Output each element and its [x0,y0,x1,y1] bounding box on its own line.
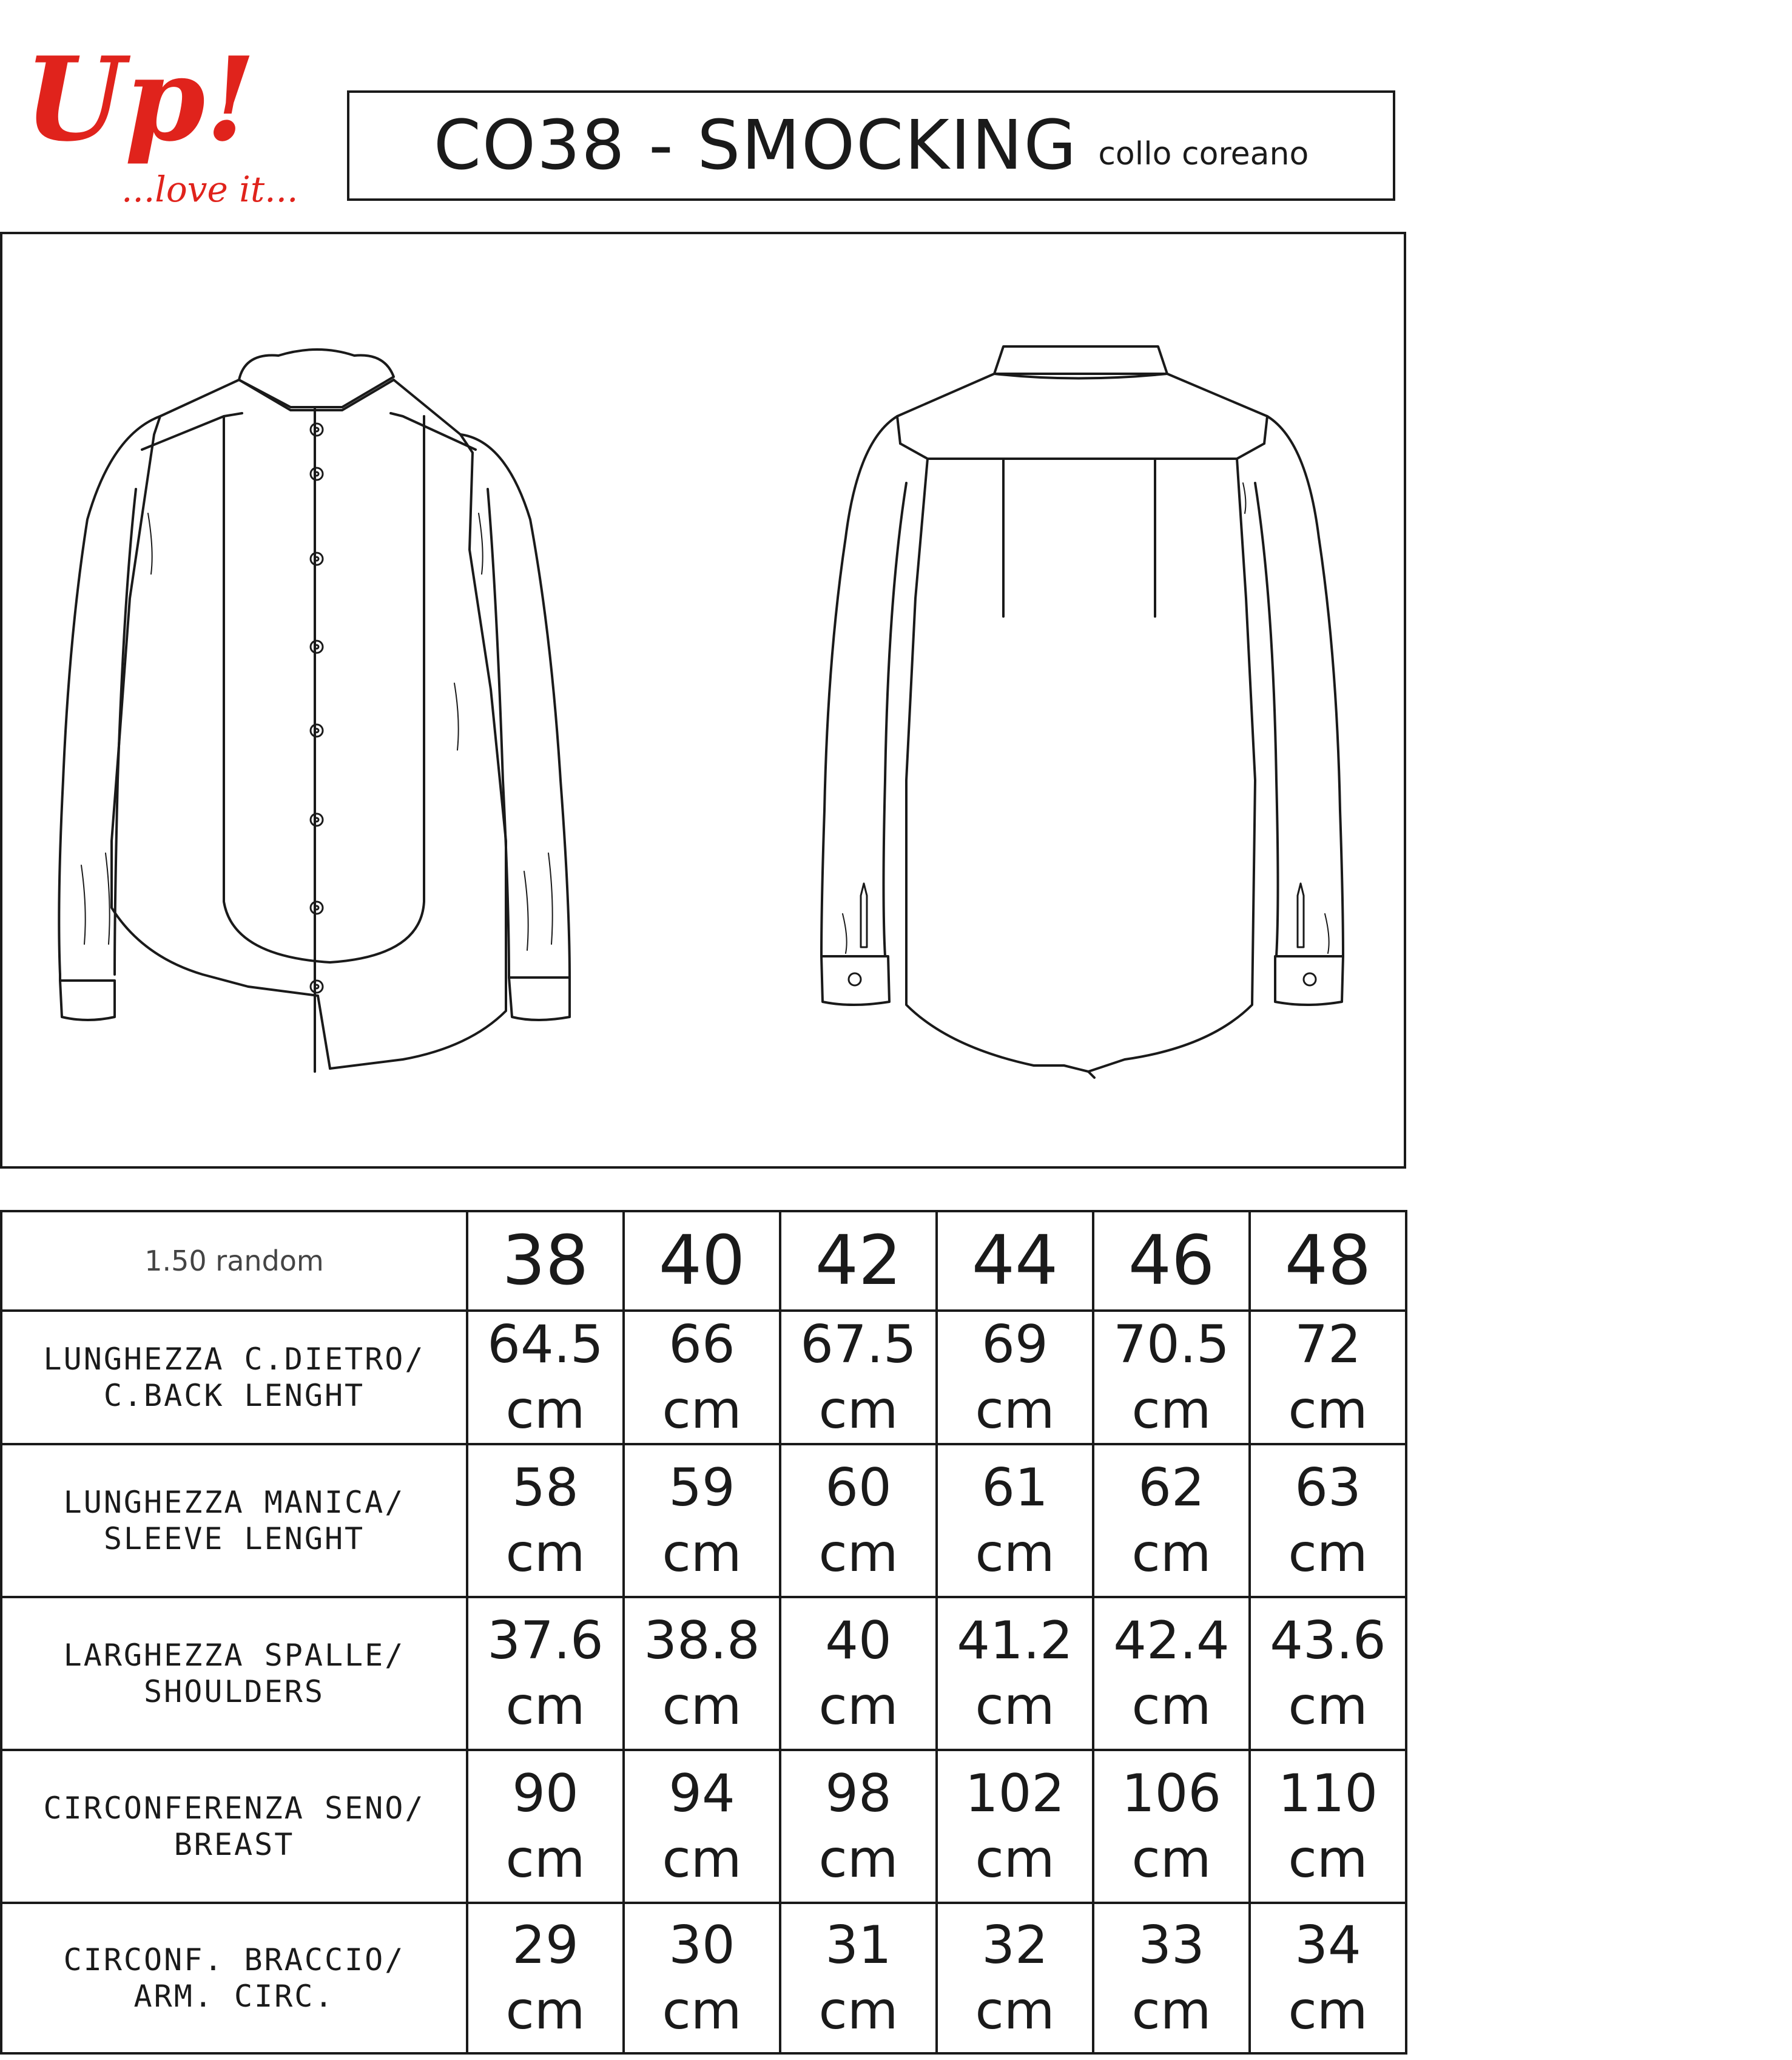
size-header: 38 [467,1211,624,1311]
cell-value: 37.6 [487,1610,604,1671]
cell-value: 69 [982,1314,1048,1375]
row-label-en: ARM. CIRC. [133,1979,335,2014]
table-cell [780,1750,937,1903]
table-cell [1093,1444,1250,1597]
table-cell [467,1903,624,2053]
cell-unit: cm [1131,1380,1211,1440]
page-title: CO38 - SMOCKING [433,106,1078,185]
row-label-it: LARGHEZZA SPALLE/ [63,1638,405,1673]
table-cell [937,1903,1093,2053]
cell-unit: cm [975,1380,1055,1440]
cell-value: 98 [825,1763,892,1824]
table-row [1,1597,1406,1750]
table-cell [467,1444,624,1597]
shirt-front-drawing [59,350,570,1072]
cell-value: 110 [1278,1763,1378,1824]
size-header: 44 [937,1211,1093,1311]
table-cell [467,1750,624,1903]
cell-value: 63 [1295,1457,1361,1518]
size-header: 48 [1250,1211,1406,1311]
cell-unit: cm [818,1981,898,2041]
logo-tagline: ...love it... [121,169,298,210]
cell-unit: cm [505,1676,585,1737]
drawing-panel [0,232,1406,1169]
cell-unit: cm [662,1829,742,1889]
cell-value: 90 [512,1763,579,1824]
table-cell [780,1597,937,1750]
cell-value: 59 [669,1457,735,1518]
table-cell [1250,1444,1406,1597]
table-cell [780,1311,937,1444]
table-row [1,1903,1406,2053]
cell-value: 94 [669,1763,735,1824]
table-cell [1250,1750,1406,1903]
table-cell [780,1444,937,1597]
row-label [1,1444,467,1597]
cell-value: 62 [1138,1457,1205,1518]
cell-unit: cm [818,1380,898,1440]
table-cell [624,1311,780,1444]
corner-note: 1.50 random [1,1211,467,1311]
cell-value: 66 [669,1314,735,1375]
table-row [1,1444,1406,1597]
table-header-row [1,1211,1406,1311]
table-row [1,1750,1406,1903]
cell-unit: cm [662,1380,742,1440]
cell-unit: cm [1288,1676,1368,1737]
cell-value: 31 [825,1915,892,1976]
cell-value: 41.2 [957,1610,1073,1671]
cell-unit: cm [1288,1981,1368,2041]
row-label [1,1311,467,1444]
cell-unit: cm [1131,1676,1211,1737]
cell-value: 58 [512,1457,579,1518]
table-cell [1093,1311,1250,1444]
cell-unit: cm [662,1523,742,1584]
row-label [1,1750,467,1903]
table-cell [467,1311,624,1444]
table-cell [937,1597,1093,1750]
cell-unit: cm [1288,1829,1368,1889]
table-cell [937,1750,1093,1903]
cell-value: 42.4 [1113,1610,1230,1671]
table-cell [937,1444,1093,1597]
size-header: 40 [624,1211,780,1311]
table-row [1,1311,1406,1444]
cell-value: 106 [1121,1763,1222,1824]
cell-unit: cm [975,1523,1055,1584]
row-label-en: BREAST [173,1827,295,1862]
row-label-it: CIRCONF. BRACCIO/ [63,1942,405,1977]
cell-unit: cm [505,1523,585,1584]
cell-unit: cm [818,1676,898,1737]
cell-unit: cm [1288,1523,1368,1584]
row-label-en: SLEEVE LENGHT [103,1521,365,1556]
cell-unit: cm [505,1981,585,2041]
size-header: 46 [1093,1211,1250,1311]
cell-value: 30 [669,1915,735,1976]
row-label-it: CIRCONFERENZA SENO/ [43,1791,425,1826]
cell-value: 29 [512,1915,579,1976]
size-table [0,1210,1407,2055]
row-label-it: LUNGHEZZA C.DIETRO/ [43,1342,425,1377]
table-cell [1250,1597,1406,1750]
cell-value: 102 [965,1763,1065,1824]
cell-unit: cm [505,1380,585,1440]
row-label-it: LUNGHEZZA MANICA/ [63,1485,405,1520]
table-cell [624,1903,780,2053]
cell-value: 67.5 [800,1314,917,1375]
row-label-en: C.BACK LENGHT [103,1378,365,1413]
cell-value: 33 [1138,1915,1205,1976]
cell-unit: cm [975,1981,1055,2041]
cell-unit: cm [1131,1829,1211,1889]
row-label-en: SHOULDERS [144,1674,325,1709]
cell-value: 61 [982,1457,1048,1518]
table-cell [1093,1597,1250,1750]
cell-unit: cm [818,1829,898,1889]
page-subtitle: collo coreano [1098,136,1309,172]
table-cell [1250,1311,1406,1444]
cell-value: 38.8 [644,1610,760,1671]
cell-unit: cm [662,1981,742,2041]
size-header: 42 [780,1211,937,1311]
cell-value: 70.5 [1113,1314,1230,1375]
logo-wordmark: Up! [24,32,256,167]
cell-unit: cm [975,1829,1055,1889]
table-cell [624,1750,780,1903]
cell-value: 43.6 [1270,1610,1386,1671]
table-cell [624,1444,780,1597]
table-cell [1250,1903,1406,2053]
table-cell [1093,1903,1250,2053]
cell-value: 40 [825,1610,892,1671]
row-label [1,1597,467,1750]
cell-unit: cm [1131,1981,1211,2041]
cell-unit: cm [505,1829,585,1889]
table-cell [937,1311,1093,1444]
cell-unit: cm [662,1676,742,1737]
shirt-back-drawing [821,346,1343,1078]
brand-logo [18,24,303,212]
cell-value: 64.5 [487,1314,604,1375]
table-cell [1093,1750,1250,1903]
cell-unit: cm [975,1676,1055,1737]
cell-unit: cm [1131,1523,1211,1584]
cell-value: 32 [982,1915,1048,1976]
table-cell [780,1903,937,2053]
cell-value: 72 [1295,1314,1361,1375]
table-cell [467,1597,624,1750]
cell-value: 34 [1295,1915,1361,1976]
cell-unit: cm [818,1523,898,1584]
title-box [347,90,1395,201]
cell-unit: cm [1288,1380,1368,1440]
table-cell [624,1597,780,1750]
row-label [1,1903,467,2053]
cell-value: 60 [825,1457,892,1518]
